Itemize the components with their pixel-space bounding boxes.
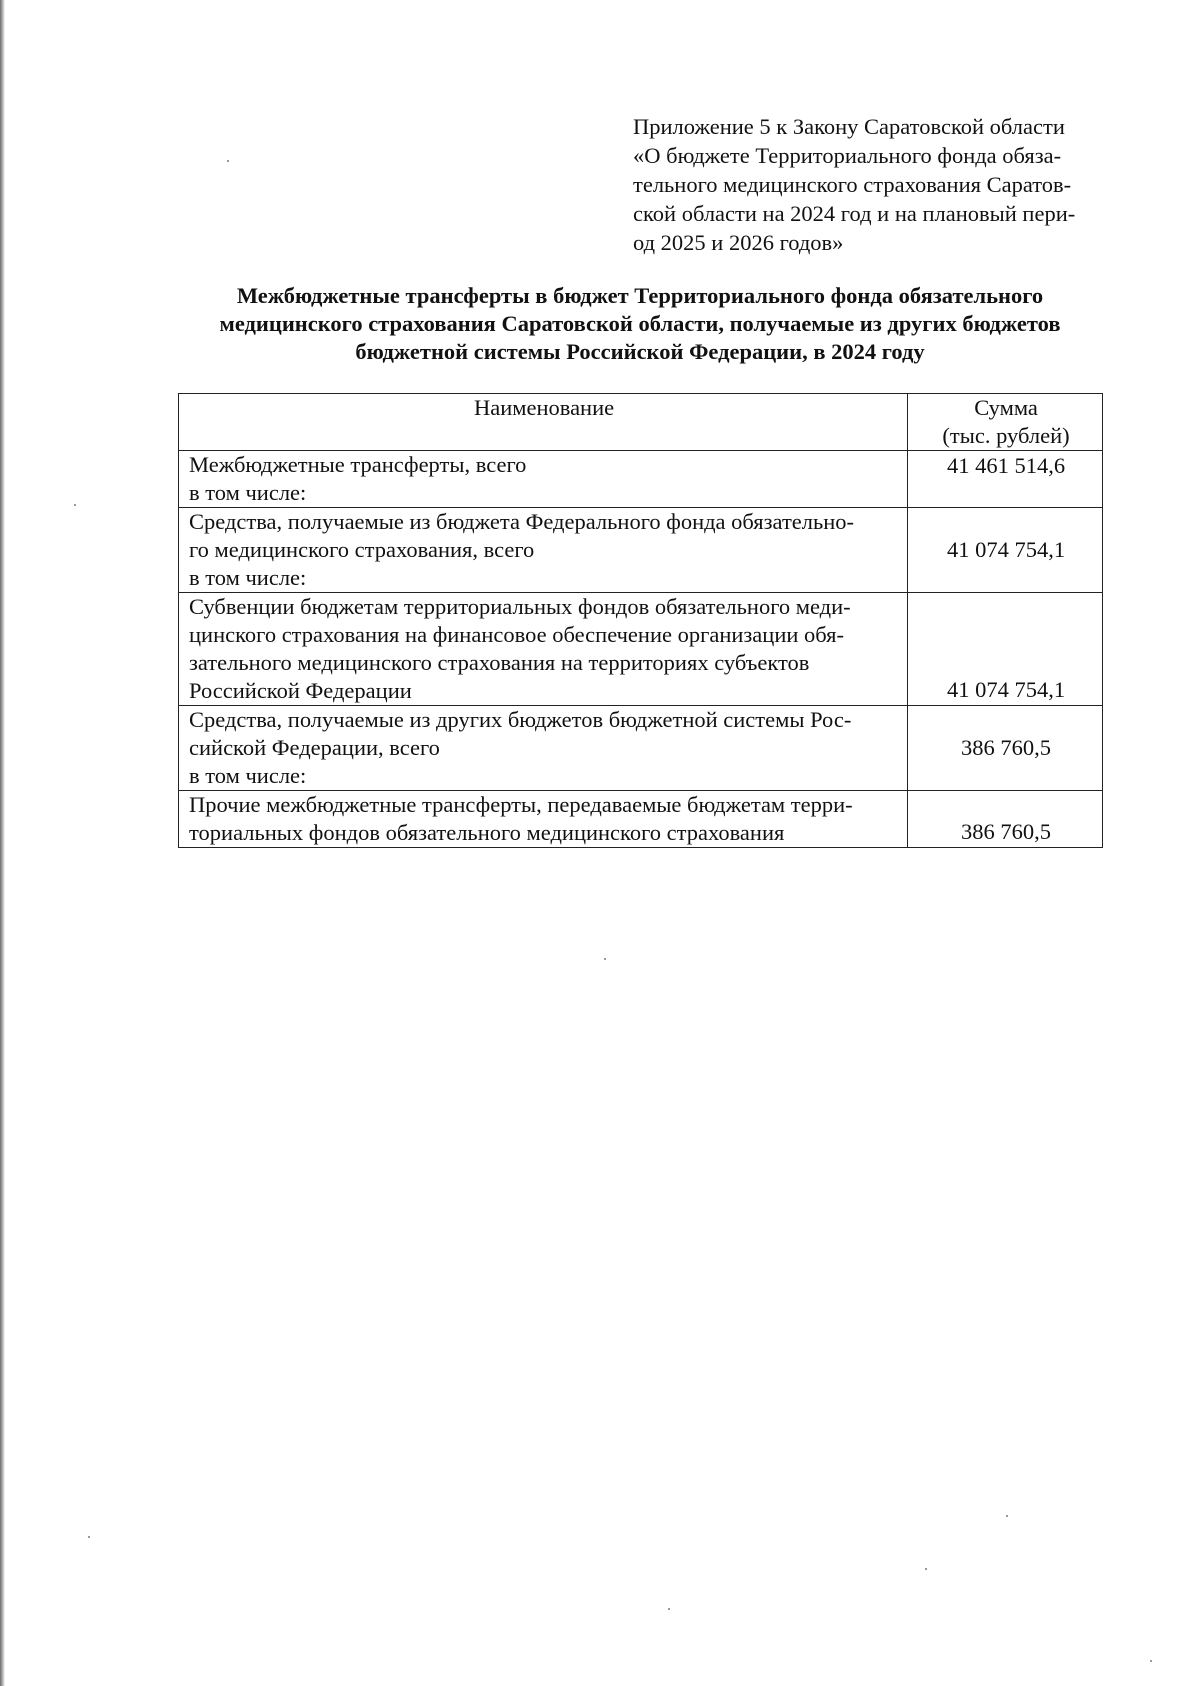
row-name-line: в том числе: bbox=[189, 763, 307, 788]
row-name-line: го медицинского страхования, всего bbox=[189, 537, 535, 562]
table-header-row bbox=[179, 394, 1103, 451]
row-name-line: Субвенции бюджетам территориальных фондов обязательного меди- bbox=[189, 594, 851, 619]
scan-speck bbox=[925, 1568, 927, 1570]
row-name-cell bbox=[179, 508, 908, 593]
appendix-note-line: ской области на 2024 год и на плановый пери- bbox=[633, 201, 1076, 226]
table-row bbox=[179, 791, 1103, 848]
document-title-line: медицинского страхования Саратовской области, получаемые из других бюджетов bbox=[219, 311, 1061, 336]
row-name-line: сийской Федерации, всего bbox=[189, 735, 440, 760]
document-title bbox=[180, 282, 1100, 366]
row-name-cell bbox=[179, 593, 908, 706]
scan-speck bbox=[88, 1536, 90, 1538]
scan-edge-shadow bbox=[0, 0, 5, 1686]
row-name-cell bbox=[179, 791, 908, 848]
header-sum-label: Сумма bbox=[974, 395, 1038, 420]
scan-speck bbox=[74, 504, 76, 506]
header-name-label: Наименование bbox=[473, 395, 615, 420]
table-row bbox=[179, 706, 1103, 791]
table-row bbox=[179, 508, 1103, 593]
header-sum bbox=[908, 394, 1103, 451]
row-name-line: Межбюджетные трансферты, всего bbox=[189, 452, 527, 477]
row-name-cell bbox=[179, 706, 908, 791]
transfers-table bbox=[178, 393, 1103, 848]
table-row bbox=[179, 593, 1103, 706]
scan-speck bbox=[1006, 1515, 1008, 1517]
row-sum-cell: 386 760,5 bbox=[908, 791, 1103, 848]
row-sum-cell: 386 760,5 bbox=[908, 706, 1103, 791]
row-name-line: ториальных фондов обязательного медицинского страхования bbox=[189, 820, 785, 845]
table-row bbox=[179, 451, 1103, 508]
row-sum-cell: 41 074 754,1 bbox=[908, 593, 1103, 706]
row-name-line: в том числе: bbox=[189, 565, 307, 590]
appendix-note-line: «О бюджете Территориального фонда обяза- bbox=[633, 143, 1062, 168]
appendix-note-line: тельного медицинского страхования Саратов- bbox=[633, 172, 1072, 197]
row-name-line: зательного медицинского страхования на территориях субъектов bbox=[189, 650, 810, 675]
row-name-line: Прочие межбюджетные трансферты, передаваемые бюджетам терри- bbox=[189, 792, 853, 817]
scan-speck bbox=[604, 958, 606, 960]
row-name-line: Средства, получаемые из бюджета Федерального фонда обязательно- bbox=[189, 509, 855, 534]
row-name-line: цинского страхования на финансовое обеспечение организации обя- bbox=[189, 622, 845, 647]
row-name-line: в том числе: bbox=[189, 480, 307, 505]
row-name-cell bbox=[179, 451, 908, 508]
header-sum-unit: (тыс. рублей) bbox=[942, 423, 1070, 448]
appendix-note-line: Приложение 5 к Закону Саратовской области bbox=[633, 114, 1065, 139]
row-name-line: Российской Федерации bbox=[189, 678, 412, 703]
row-name-line: Средства, получаемые из других бюджетов бюджетной системы Рос- bbox=[189, 707, 852, 732]
header-name bbox=[179, 394, 908, 451]
document-title-line: бюджетной системы Российской Федерации, в 2024 году bbox=[355, 339, 925, 364]
appendix-note bbox=[633, 112, 1117, 257]
document-title-line: Межбюджетные трансферты в бюджет Территориального фонда обязательного bbox=[236, 283, 1044, 308]
row-sum-cell: 41 461 514,6 bbox=[908, 451, 1103, 508]
scan-speck bbox=[227, 160, 229, 162]
appendix-note-line: од 2025 и 2026 годов» bbox=[633, 230, 844, 255]
row-sum-cell: 41 074 754,1 bbox=[908, 508, 1103, 593]
scan-speck bbox=[668, 1608, 670, 1610]
scan-speck bbox=[1150, 1660, 1152, 1662]
